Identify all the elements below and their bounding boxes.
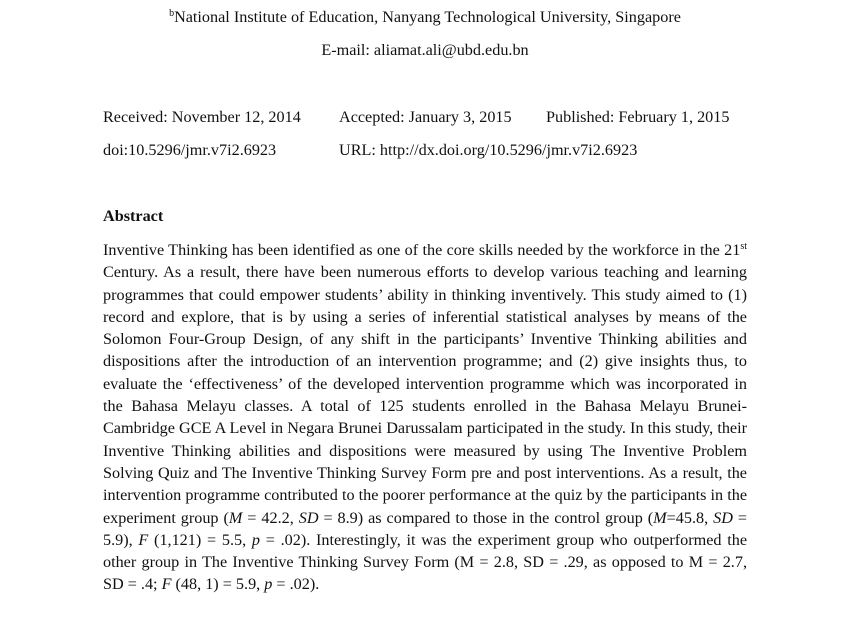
url[interactable]: URL: http://dx.doi.org/10.5296/jmr.v7i2.6923: [339, 141, 638, 159]
accepted-date: Accepted: January 3, 2015: [339, 108, 512, 126]
stat-text: =45.8,: [666, 508, 714, 527]
email-line: E-mail: aliamat.ali@ubd.edu.bn: [321, 41, 529, 59]
doi[interactable]: doi:10.5296/jmr.v7i2.6923: [103, 141, 277, 159]
stat-text: = 8.9) as compared to those in the control group (: [318, 508, 654, 527]
abstract-body: [103, 239, 747, 596]
published-date: Published: February 1, 2015: [546, 108, 730, 126]
abstract-heading: Abstract: [103, 207, 164, 225]
stat-text: = .02). Interestingly, it was the experiment group who outperformed the other group in The Inventive Thinking Survey Form (M = 2.8, SD = .29, as opposed to M = 2.7, SD = .4;: [103, 530, 748, 594]
affiliation-marker: b: [169, 8, 175, 19]
affiliation-text: National Institute of Education, Nanyang Technological University, Singapore: [174, 8, 681, 26]
abstract-paragraph: [103, 239, 747, 596]
stat-symbol: F: [161, 575, 172, 594]
stat-symbol: p: [264, 575, 273, 594]
received-date: Received: November 12, 2014: [103, 108, 301, 126]
abstract-text-part: Inventive Thinking has been identified as one of the core skills needed by the workforce in the 21: [103, 241, 741, 259]
stat-text: (48, 1) = 5.9,: [171, 575, 265, 594]
abstract-text-part: Century. As a result, there have been numerous efforts to develop various teaching and learning programmes that could empower students’ ability in thinking inventively. This study aimed to (1) record and explore, that is by using a series of inferential statistical analyses by means of the Solomon Four-Group Design, of any shift in the participants’ Inventive Thinking abilities and dispositions after the introduction of an intervention programme; and (2) give insights thus, to evaluate the ‘effectiveness’ of the developed intervention programme which was incorporated in the Bahasa Melayu classes. A total of 125 students enrolled in the Bahasa Melayu Brunei-Cambridge GCE A Level in Negara Brunei Darussalam participated in the study. In this study, their Inventive Thinking abilities and dispositions were measured by using The Inventive Problem Solving Quiz and The Inventive Thinking Survey Form pre and post interventions. As a result, the intervention programme contributed to the poorer performance at the quiz by the participants in the experiment group (: [103, 263, 747, 527]
stat-symbol: SD: [298, 508, 319, 527]
stat-text: = .02).: [272, 575, 320, 594]
stat-text: (1,121) = 5.5,: [148, 530, 252, 549]
stat-symbol: F: [138, 530, 149, 549]
affiliation-line: [0, 7, 850, 27]
stat-text: = 5.9),: [103, 508, 747, 549]
stat-symbol: SD: [713, 508, 733, 527]
abstract-superscript: st: [740, 241, 747, 252]
stat-symbol: p: [251, 530, 260, 549]
stat-symbol: M: [653, 508, 667, 527]
stat-symbol: M: [228, 508, 243, 527]
stat-text: = 42.2,: [242, 508, 299, 527]
